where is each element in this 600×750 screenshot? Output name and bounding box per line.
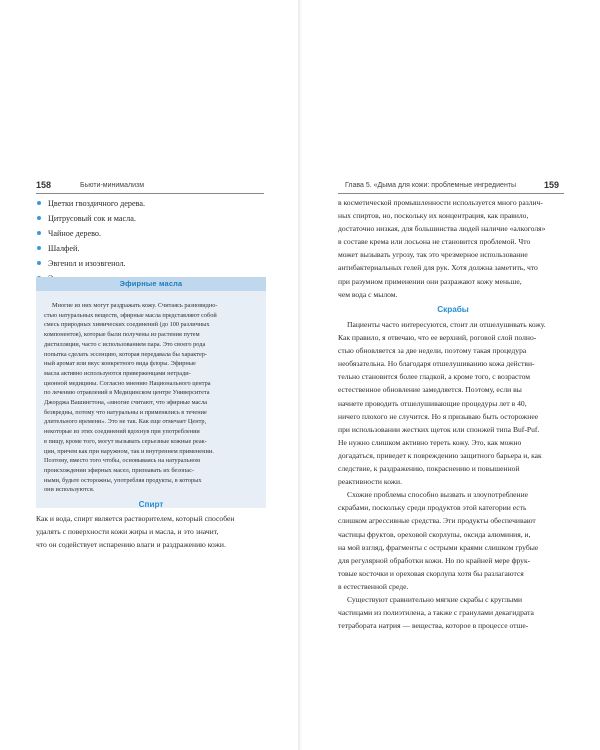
bullet-item	[36, 256, 266, 271]
text-line: ничего плохого не случится. Но я призываю быть осторожнее	[338, 411, 539, 421]
text-line: антибактериальных гелей для рук. Хотя должна заметить, что	[338, 263, 538, 273]
text-line: начнете проводить отшелушивающие процедуры лет в 40,	[338, 398, 527, 408]
header-rule	[338, 193, 564, 194]
text-line: Не нужно слишком активно тереть кожу. Это, как можно	[338, 437, 522, 447]
bullet-icon	[37, 246, 41, 250]
section-title-alcohol: Спирт	[138, 500, 164, 509]
sidebar-line: длительного времени». Это не так. Как еще отмечает Центр,	[44, 418, 207, 426]
bullet-text: Эвгенол и изоэвгенол.	[48, 259, 126, 268]
sidebar-line: смесь природных химических соединений (до 100 различных	[44, 321, 210, 329]
text-line: необязательна. Но благодаря отшелушиванию кожа действи-	[338, 359, 535, 369]
page-number: 158	[36, 180, 52, 190]
sidebar-line: стью натуральных веществ, эфирные масла представляют собой	[44, 311, 217, 319]
text-line: частицы фруктов, ореховой скорлупы, оксида алюминия, и,	[338, 529, 531, 539]
sidebar-line: Поэтому, вместо того чтобы, основываясь на натуральном	[44, 457, 200, 465]
bullet-text: Шалфей.	[48, 244, 80, 253]
right-page	[302, 0, 600, 750]
running-header: Бьюти-минимализм	[80, 182, 145, 189]
bullet-icon	[37, 231, 41, 235]
text-line: в составе крема или лосьона не становится проблемой. Что	[338, 237, 531, 247]
text-line: что он содействует испарению влаги и раздражению кожи.	[36, 540, 226, 550]
text-line: достаточно низкая, для большинства людей наличие «алкоголя»	[338, 224, 546, 234]
text-line: частицами из полиэтилена, а также с гранулами декагидрата	[338, 608, 534, 618]
scrubs-section	[338, 318, 568, 632]
text-line: при разумном применении они разражают кожу меньше,	[338, 276, 522, 286]
sidebar-line: они используются.	[44, 486, 95, 494]
text-line: реактивности кожи.	[338, 477, 403, 487]
text-line: догадаться, приведет к повреждению защитного барьера и, как	[338, 450, 542, 460]
page-number: 159	[544, 180, 560, 190]
sidebar-line: ными, будьте осторожны, употребляя продукты, в которых	[44, 476, 202, 484]
sidebar-line: Джорджа Вашингтона, «многие считают, что эфирные масла	[44, 399, 208, 407]
alcohol-paragraph	[36, 512, 268, 551]
text-line: скрабами, поскольку среди продуктов этой категории есть	[338, 503, 527, 513]
text-line: чем вода с мылом.	[338, 289, 398, 299]
sidebar-line: компонентов), которые были получены из растения путем	[44, 331, 200, 339]
bullet-item	[36, 226, 266, 241]
text-line: стью обновляется за две недели, поэтому такая процедура	[338, 346, 527, 356]
sidebar-line: ный аромат или вкус конкретного вида флоры. Эфирные	[44, 360, 196, 368]
header-rule	[36, 193, 264, 194]
text-line: естественное обновление замедляется. Поэтому, если вы	[338, 385, 522, 395]
bullet-text: Чайное дерево.	[48, 229, 102, 238]
sidebar-line: ции, причем как при наружном, так и внутреннем применении.	[44, 447, 214, 455]
text-line: удалять с поверхности кожи жиры и масла, и это значит,	[36, 527, 219, 537]
bullet-icon	[37, 216, 41, 220]
text-line: ных спиртов, но, поскольку их концентрация, как правило,	[338, 211, 529, 221]
bullet-item	[36, 241, 266, 256]
text-line: на мой взгляд, фрагменты с острыми краями слишком грубые	[338, 542, 539, 552]
bullet-item	[36, 196, 266, 211]
text-line: тельно становится более гладкой, а кроме того, с возрастом	[338, 372, 531, 382]
left-page	[0, 0, 298, 750]
text-line: для регулярной обработки кожи. Но по крайней мере фрук-	[338, 555, 531, 565]
intro-paragraph	[338, 196, 568, 301]
text-line: при использовании жестких щеток или спонжей типа Buf-Puf.	[338, 424, 540, 434]
running-header: Глава 5. «Дыма для кожи: проблемные ингредиенты	[345, 182, 517, 189]
sidebar-body	[44, 301, 258, 495]
sidebar-title: Эфирные масла	[36, 277, 266, 291]
text-line: может вызывать угрозу, так это чрезмерное использование	[338, 250, 528, 260]
text-line: Пациенты часто интересуются, стоит ли отшелушивать кожу.	[347, 320, 546, 329]
sidebar-line: дистилляции, часто с использованием пара. Это своего рода	[44, 340, 206, 348]
text-line: Как правило, я отвечаю, что ее верхний, роговой слой полно-	[338, 333, 537, 343]
sidebar-line: в пищу, кроме того, могут вызывать серьезные кожные реак-	[44, 437, 207, 445]
sidebar-line: масла активно используются приверженцами нетради-	[44, 369, 191, 377]
text-line: в естественной среде.	[338, 581, 409, 591]
text-line: Схожие проблемы способно вызвать и злоупотребление	[347, 490, 529, 500]
bullet-list	[36, 196, 266, 286]
text-line: слишком агрессивные средства. Эти продукты обеспечивают	[338, 516, 536, 526]
bullet-icon	[37, 261, 41, 265]
bullet-icon	[37, 201, 41, 205]
sidebar-line: ционной медицины. Согласно мнению Национального центра	[44, 379, 211, 387]
text-line: Как и вода, спирт является растворителем, который способен	[36, 514, 235, 523]
sidebar-line: безвредны, потому что натуральны и применялись в течение	[44, 408, 207, 416]
text-line: Существуют сравнительно мягкие скрабы с круглыми	[347, 594, 523, 604]
sidebar-line: происхождении эфирных масел, признавать их безопас-	[44, 466, 194, 474]
sidebar-line: попытка сделать эссенцию, которая передавала бы характер-	[44, 350, 207, 358]
text-line: товые косточки и ореховая скорлупа хотя бы разлагаются	[338, 568, 524, 578]
section-title-scrubs: Скрабы	[437, 305, 469, 314]
text-line: в косметической промышленности используется много различ-	[338, 198, 543, 207]
sidebar-line: некоторые из этих соединений вдохнув при употреблении	[44, 428, 200, 436]
bullet-text: Цветки гвоздичного дерева.	[48, 199, 146, 208]
bullet-text: Цитрусовый сок и масла.	[48, 214, 136, 223]
text-line: следствие, к раздражению, покраснению и повышенной	[338, 464, 520, 474]
bullet-item	[36, 211, 266, 226]
sidebar-line: Многие из них могут раздражать кожу. Считаясь разновидно-	[52, 302, 218, 309]
sidebar-box-essential-oils	[36, 277, 266, 508]
sidebar-line: по лечению отравлений в Медицинском центре Университета	[44, 389, 210, 397]
text-line: тетрабората натрия — вещества, которое в процессе отше-	[338, 621, 529, 631]
